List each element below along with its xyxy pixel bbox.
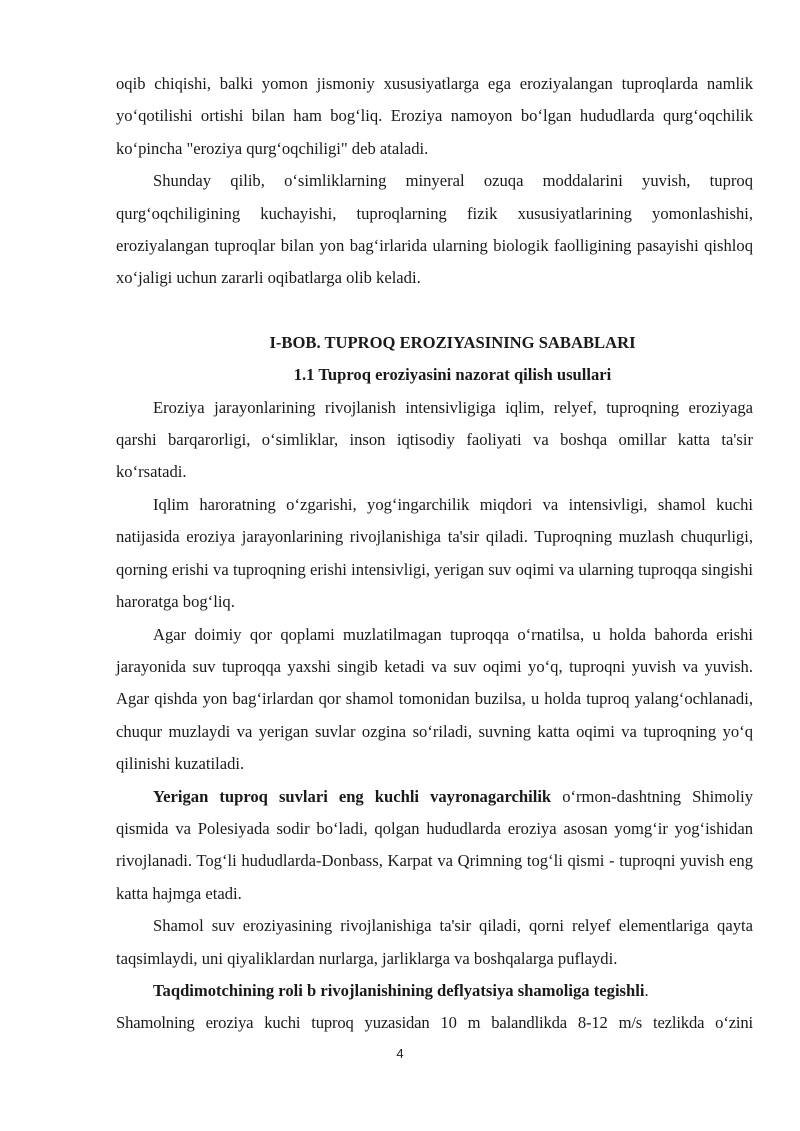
paragraph-deflation-end: . [644,980,649,1000]
paragraph-climate: Iqlim haroratning o‘zgarishi, yog‘ingarchilik miqdori va intensivligi, shamol kuchi natijasida eroziya jarayonlarining rivojlanishiga ta'sir qiladi. Tuproqning muzlash chuqurligi, qorning erishi va tuproqning erishi intensivligi, yerigan suv oqimi va ularning tuproqqa singishi haroratga bog‘liq. [116,494,753,612]
paragraph-summary: Shunday qilib, o‘simliklarning minyeral ozuqa moddalarini yuvish, tuproq qurg‘oqchiligining kuchayishi, tuproqlarning fizik xususiyatlarining yomonlashishi, eroziyalangan tuproqlar bilan yon bag‘irlarida ularning biologik faolligining pasayishi qishloq xo‘jaligi uchun zararli oqibatlarga olib keladi. [116,171,753,288]
spacer [116,295,753,327]
bold-phrase-deflation: Taqdimotchining roli b rivojlanishining deflyatsiya shamoliga tegishli [153,980,645,1000]
bold-phrase-melt-water: Yerigan tuproq suvlari eng kuchli vayronagarchilik [153,786,552,806]
paragraph-wind: Shamol suv eroziyasining rivojlanishiga ta'sir qiladi, qorni relyef elementlariga qayta taqsimlaydi, uni qiyaliklardan nurlarga, jarliklarga va boshqalarga puflaydi. [116,916,753,968]
paragraph-wind-force: Shamolning eroziya kuchi tuproq yuzasidan 10 m balandlikda 8-12 m/s tezlikda o‘zini [116,1013,753,1033]
page-number: 4 [396,1046,404,1061]
paragraph-snow-cover: Agar doimiy qor qoplami muzlatilmagan tuproqqa o‘rnatilsa, u holda bahorda erishi jarayonida suv tuproqqa yaxshi singib ketadi va suv oqimi yo‘q, tuproqni yuvish va yuvish. Agar qishda yon bag‘irlardan qor shamol tomonidan buzilsa, u holda tuproq yalang‘ochlanadi, chuqur muzlaydi va yerigan suvlar ozgina so‘riladi, suvning katta oqimi va tuproqning yo‘q qilinishi kuzatiladi. [116,624,753,774]
paragraph-deflation [116,975,753,1007]
paragraph-continuation: oqib chiqishi, balki yomon jismoniy xususiyatlarga ega eroziyalangan tuproqlarda namlik yo‘qotilishi ortishi bilan ham bog‘liq. Eroziya namoyon bo‘lgan hududlarda qurg‘oqchilik ko‘pincha "eroziya qurg‘oqchiligi" deb ataladi. [116,74,753,158]
paragraph-melt-water-text: o‘rmon-dashtning Shimoliy qismida va Polesiyada sodir bo‘ladi, qolgan hududlarda eroziya asosan yomg‘ir yog‘ishidan rivojlanadi. Tog‘li hududlarda-Donbass, Karpat va Qrimning tog‘li qismi - tuproqni yuvish eng katta hajmga etadi. [116,786,753,903]
section-heading: 1.1 Tuproq eroziyasini nazorat qilish usullari [293,365,612,385]
chapter-heading: I-BOB. TUPROQ EROZIYASINING SABABLARI [269,332,636,352]
document-page [116,68,753,1040]
paragraph-melt-water [116,781,753,911]
paragraph-factors: Eroziya jarayonlarining rivojlanish intensivligiga iqlim, relyef, tuproqning eroziyaga qarshi barqarorligi, o‘simliklar, inson iqtisodiy faoliyati va boshqa omillar katta ta'sir ko‘rsatadi. [116,397,753,482]
